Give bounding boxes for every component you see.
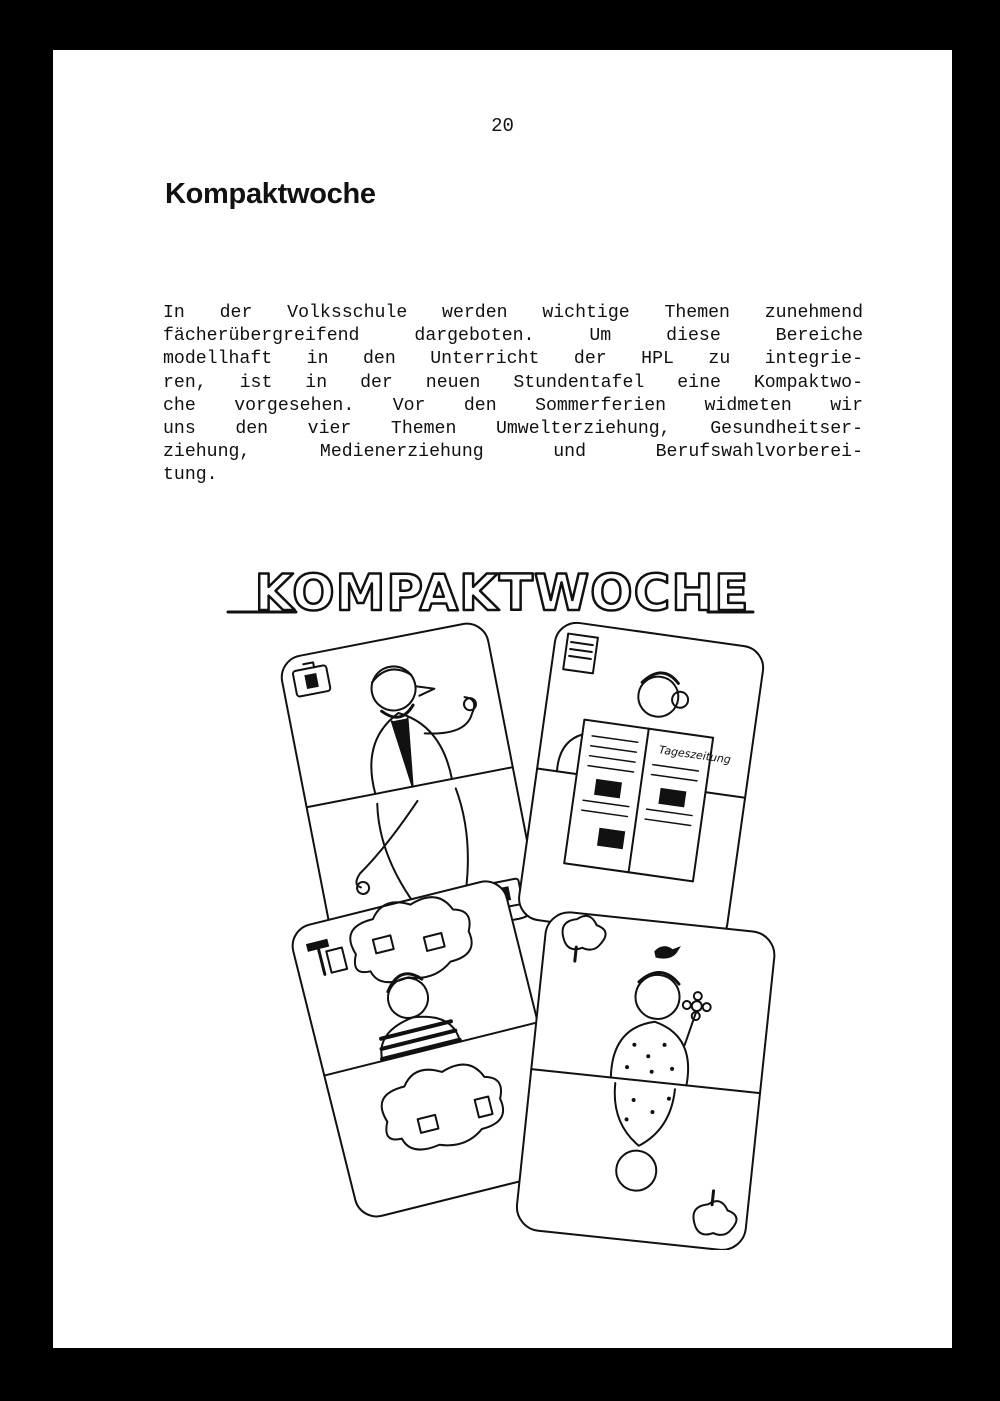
paragraph-line: che vorgesehen. Vor den Sommerferien widmeten wir (163, 395, 863, 416)
kompaktwoche-illustration (218, 510, 798, 1250)
card-nature (515, 910, 777, 1250)
paragraph-line: uns den vier Themen Umwelterziehung, Gesundheitser- (163, 419, 863, 440)
paragraph-line: fächerübergreifend dargeboten. Um diese Bereiche (163, 326, 863, 347)
document-page (53, 50, 952, 1348)
paragraph-line: tung. (163, 465, 218, 486)
page-number: 20 (491, 115, 514, 137)
paragraph-line: In der Volksschule werden wichtige Themen zunehmend (163, 303, 863, 323)
paragraph-line: ziehung, Medienerziehung und Berufswahlvorberei- (163, 442, 863, 463)
banner-title (228, 564, 753, 622)
paragraph-line: ren, ist in der neuen Stundentafel eine Kompaktwo- (163, 372, 863, 393)
banner-text: KOMPAKTWOCHE (254, 564, 750, 622)
page-title: Kompaktwoche (165, 178, 376, 210)
body-paragraph (163, 302, 863, 488)
card-newspaper (516, 620, 766, 946)
newspaper-masthead: Tageszeitung (658, 743, 732, 767)
paragraph-line: modellhaft in den Unterricht der HPL zu integrie- (163, 349, 863, 370)
